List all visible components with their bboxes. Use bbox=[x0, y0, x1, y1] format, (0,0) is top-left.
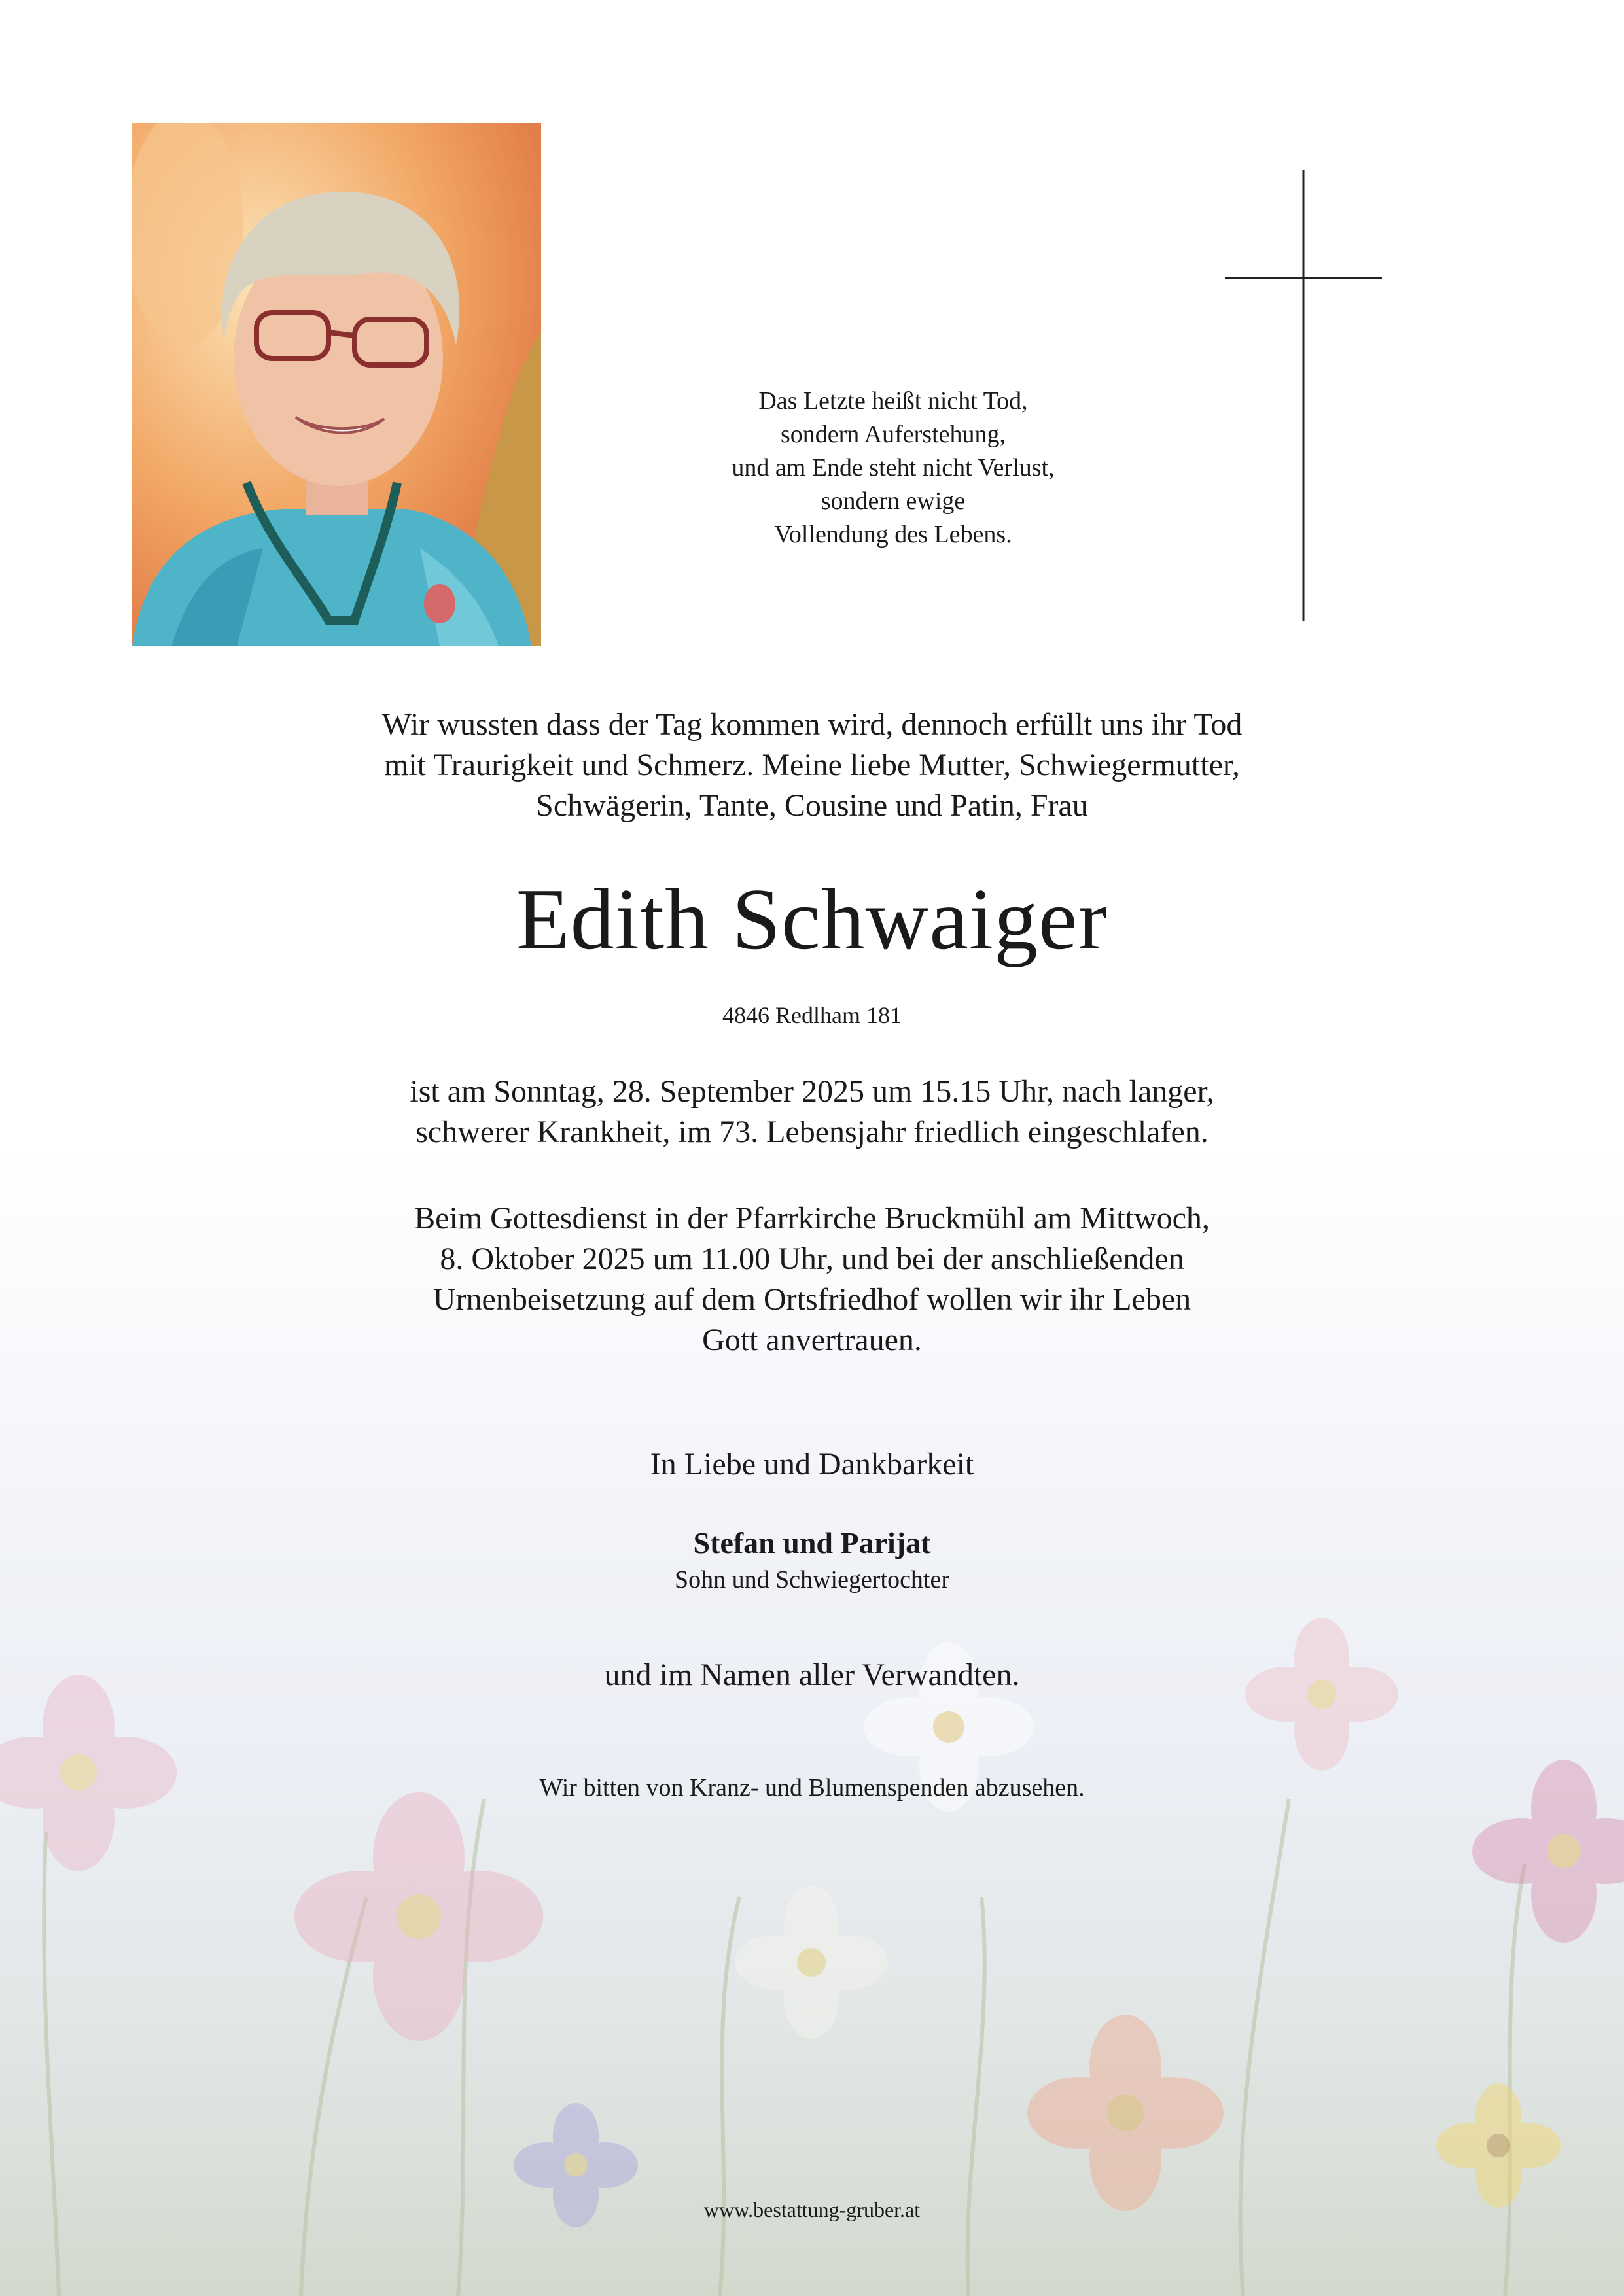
intro-line: mit Traurigkeit und Schmerz. Meine liebe Mutter, Schwiegermutter, bbox=[384, 748, 1240, 782]
verse-line: Vollendung des Lebens. bbox=[774, 521, 1012, 548]
deceased-address: 4846 Redlham 181 bbox=[722, 1002, 902, 1028]
death-notice-line: schwerer Krankheit, im 73. Lebensjahr friedlich eingeschlafen. bbox=[415, 1115, 1209, 1149]
intro-text bbox=[0, 704, 1624, 826]
website-link[interactable]: www.bestattung-gruber.at bbox=[703, 2198, 921, 2221]
cross-icon bbox=[1225, 170, 1382, 621]
family-name: Stefan und Parijat bbox=[693, 1526, 931, 1559]
verse-line: sondern Auferstehung, bbox=[780, 421, 1006, 448]
service-line: Urnenbeisetzung auf dem Ortsfriedhof wollen wir ihr Leben bbox=[432, 1282, 1192, 1317]
death-notice bbox=[0, 1071, 1624, 1153]
intro-line: Wir wussten dass der Tag kommen wird, dennoch erfüllt uns ihr Tod bbox=[381, 707, 1243, 742]
service-line: 8. Oktober 2025 um 11.00 Uhr, und bei der anschließenden bbox=[440, 1242, 1184, 1276]
donation-request: Wir bitten von Kranz- und Blumenspenden abzusehen. bbox=[539, 1774, 1085, 1801]
verse-line: Das Letzte heißt nicht Tod, bbox=[758, 387, 1028, 415]
relatives-note: und im Namen aller Verwandten. bbox=[604, 1658, 1020, 1692]
intro-line: Schwägerin, Tante, Cousine und Patin, Frau bbox=[536, 788, 1088, 823]
portrait-photo bbox=[132, 123, 541, 646]
service-line: Beim Gottesdienst in der Pfarrkirche Bruckmühl am Mittwoch, bbox=[414, 1201, 1210, 1236]
service-line: Gott anvertrauen. bbox=[702, 1323, 922, 1357]
verse-line: sondern ewige bbox=[821, 487, 966, 515]
family-relation: Sohn und Schwiegertochter bbox=[674, 1566, 950, 1593]
service-details bbox=[0, 1198, 1624, 1361]
verse-line: und am Ende steht nicht Verlust, bbox=[732, 454, 1055, 481]
closing-phrase: In Liebe und Dankbarkeit bbox=[650, 1447, 974, 1482]
death-notice-line: ist am Sonntag, 28. September 2025 um 15.15 Uhr, nach langer, bbox=[410, 1074, 1214, 1109]
verse bbox=[566, 385, 1220, 551]
deceased-name: Edith Schwaiger bbox=[516, 871, 1108, 967]
